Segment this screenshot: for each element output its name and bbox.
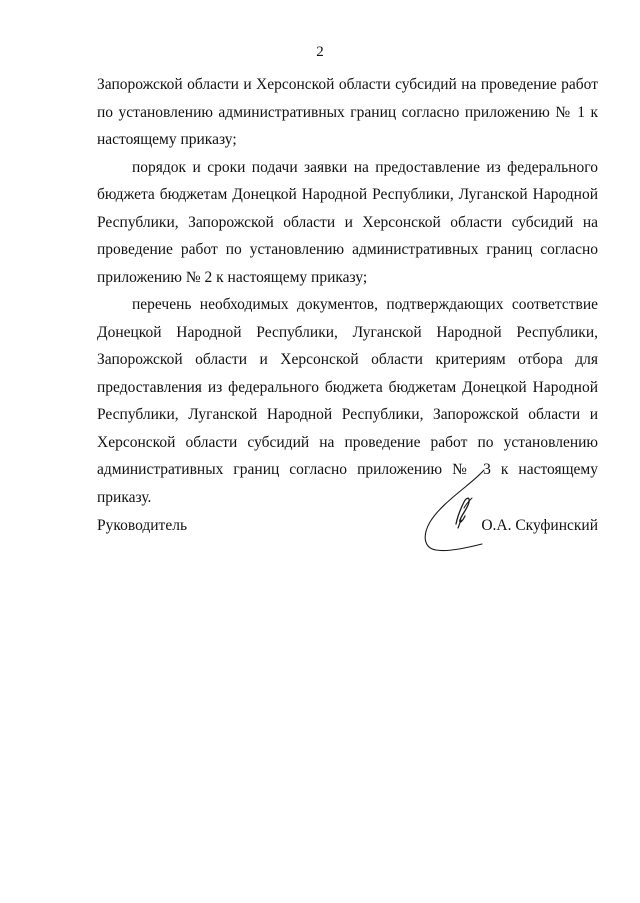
handwritten-signature (412, 462, 522, 562)
paragraph-procedure: порядок и сроки подачи заявки на предоставление из федерального бюджета бюджетам Донецкой Народной Республики, Луганской Народной Республики, Запорожской области и Херсонской области субсидий на проведение работ по установлению административных границ согласно приложению № 2 к настоящему приказу; (97, 158, 598, 286)
signature-block (97, 512, 598, 540)
paragraph-document-list: перечень необходимых документов, подтверждающих соответствие Донецкой Народной Республики, Луганской Народной Республики, Запорожской области и Херсонской области критериям отбора для предоставления из федерального бюджета бюджетам Донецкой Народной Республики, Луганской Народной Республики, Запорожской области и Херсонской области субсидий на проведение работ по установлению административных границ согласно приложению № 3 к настоящему приказу. (97, 296, 598, 506)
page-number: 2 (316, 44, 324, 60)
document-body (97, 71, 598, 511)
paragraph-continuation: Запорожской области и Херсонской области субсидий на проведение работ по установлению административных границ согласно приложению № 1 к настоящему приказу; (97, 76, 598, 148)
signatory-position: Руководитель (97, 517, 188, 534)
signatory-name: О.А. Скуфинский (481, 517, 598, 534)
